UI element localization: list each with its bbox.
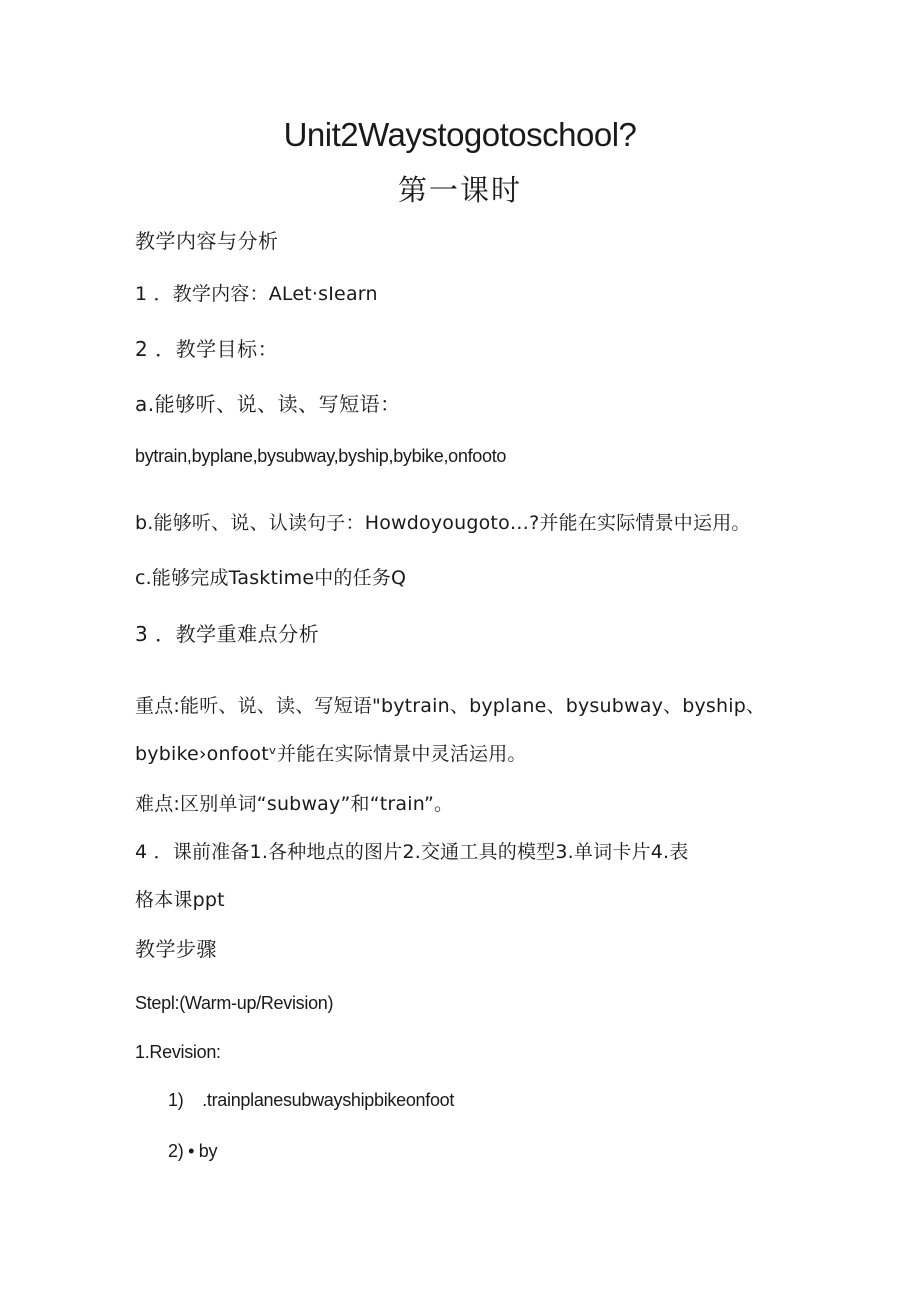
- item-teaching-content: 1 ．教学内容：ALet·sIearn: [135, 283, 378, 305]
- goal-a: a.能够听、说、读、写短语：: [135, 392, 401, 416]
- item-teaching-goals: 2 ．教学目标：: [135, 337, 279, 361]
- item-preparation-line-1: 4 ．课前准备1.各种地点的图片2.交通工具的模型3.单词卡片4.表: [135, 841, 689, 863]
- difficult-point: 难点:区别单词“subway”和“train”。: [135, 793, 454, 815]
- document-title: Unit2Waystogotoschool?: [283, 116, 637, 153]
- item-key-points: 3 ．教学重难点分析: [135, 622, 320, 646]
- goal-b: b.能够听、说、认读句子：Howdoyougoto…?并能在实际情景中运用。: [135, 512, 751, 534]
- step-1-heading: Stepl:(Warm-up/Revision): [135, 993, 334, 1013]
- lesson-subtitle: 第一课时: [397, 173, 522, 207]
- section-heading-steps: 教学步骤: [135, 937, 217, 961]
- phrase-list: bytrain,byplane,bysubway,byship,bybike,onfooto: [135, 446, 507, 466]
- revision-item-1: 1) .trainplanesubwayshipbikeonfoot: [168, 1090, 455, 1110]
- goal-c: c.能够完成Tasktime中的任务Q: [135, 567, 407, 589]
- item-preparation-line-2: 格本课ppt: [135, 889, 225, 911]
- revision-heading: 1.Revision:: [135, 1042, 221, 1062]
- revision-item-2: 2) • by: [168, 1141, 218, 1161]
- key-point-line-1: 重点:能听、说、读、写短语"bytrain、byplane、bysubway、byship、: [135, 695, 766, 717]
- section-heading-content: 教学内容与分析: [135, 229, 279, 253]
- key-point-line-2: bybike›onfootᵛ并能在实际情景中灵活运用。: [135, 743, 527, 765]
